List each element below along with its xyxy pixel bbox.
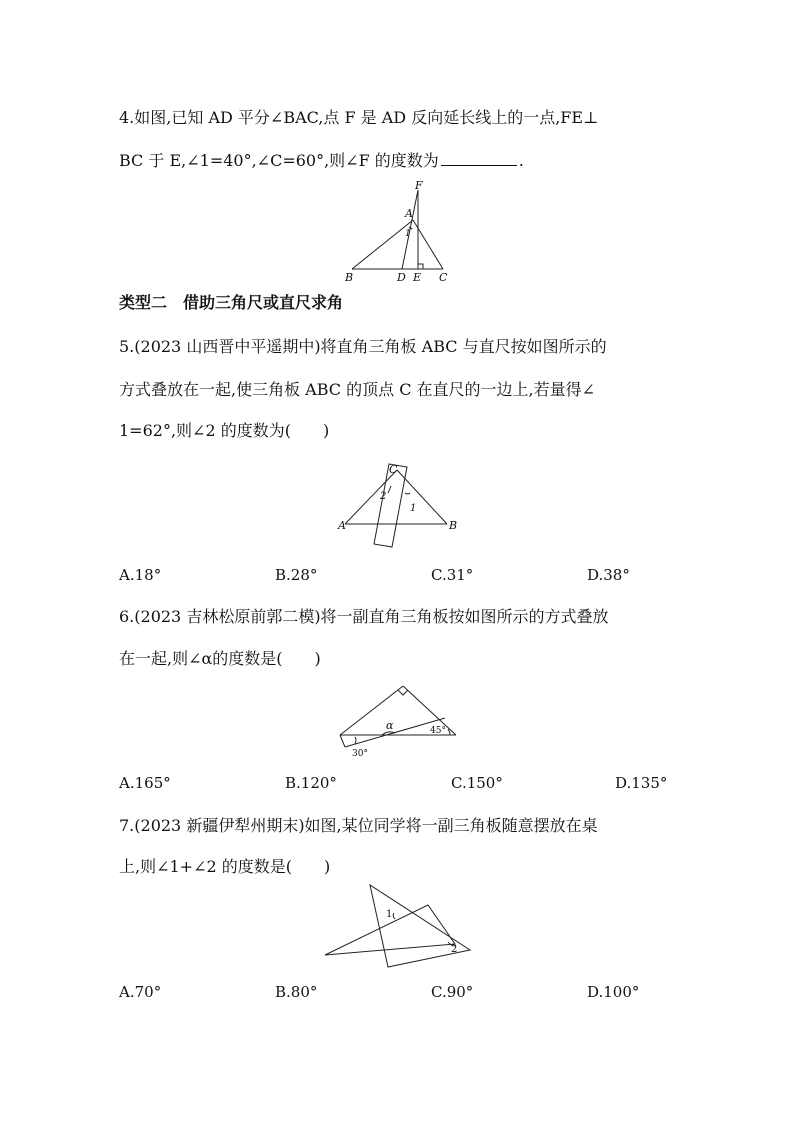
q5-text-line2: 方式叠放在一起,使三角板 ABC 的顶点 C 在直尺的一边上,若量得∠ bbox=[119, 380, 596, 399]
q5-text-line3: 1=62°,则∠2 的度数为( ) bbox=[119, 421, 330, 440]
q5-option-c[interactable]: C.31° bbox=[431, 566, 474, 584]
q7-option-c[interactable]: C.90° bbox=[431, 983, 474, 1001]
q4-label-c: C bbox=[439, 271, 448, 284]
q7-angle1-arc bbox=[393, 913, 395, 919]
q5-angle1-arc bbox=[405, 493, 410, 494]
q5-option-a[interactable]: A.18° bbox=[119, 566, 162, 584]
q6-text-line1: 6.(2023 吉林松原前郭二模)将一副直角三角板按如图所示的方式叠放 bbox=[119, 607, 609, 626]
q7-figure bbox=[320, 880, 475, 970]
q7-option-b[interactable]: B.80° bbox=[275, 983, 318, 1001]
q6-45-arc bbox=[448, 729, 450, 735]
q4-text-line1: 4.如图,已知 AD 平分∠BAC,点 F 是 AD 反向延长线上的一点,FE⊥ bbox=[119, 108, 599, 127]
q6-30-arc bbox=[355, 737, 356, 744]
q4-answer-blank[interactable] bbox=[441, 151, 517, 166]
q6-option-a[interactable]: A.165° bbox=[119, 774, 171, 792]
q6-option-c[interactable]: C.150° bbox=[451, 774, 503, 792]
q4-text-line2b: . bbox=[518, 151, 524, 170]
q4-right-angle-mark bbox=[418, 264, 423, 269]
q4-label-1: 1 bbox=[405, 229, 411, 239]
q4-label-d: D bbox=[397, 271, 406, 284]
section-heading-type2: 类型二 借助三角尺或直尺求角 bbox=[119, 293, 344, 312]
q6-option-d[interactable]: D.135° bbox=[615, 774, 668, 792]
q7-label-1: 1 bbox=[386, 909, 393, 920]
q4-label-f: F bbox=[415, 179, 423, 192]
q5-label-1: 1 bbox=[410, 503, 417, 514]
q5-figure bbox=[335, 455, 465, 555]
q5-side-cb bbox=[397, 470, 447, 524]
q5-label-b: B bbox=[449, 519, 458, 532]
q4-label-a: A bbox=[405, 207, 413, 220]
q7-text-line1: 7.(2023 新疆伊犁州期末)如图,某位同学将一副三角板随意摆放在桌 bbox=[119, 816, 598, 835]
q4-label-b: B bbox=[345, 271, 354, 284]
q5-text-line1: 5.(2023 山西晋中平遥期中)将直角三角板 ABC 与直尺按如图所示的 bbox=[119, 337, 607, 356]
q5-option-d[interactable]: D.38° bbox=[587, 566, 630, 584]
q5-label-2: 2 bbox=[380, 491, 387, 502]
q4-text-line2 bbox=[119, 151, 524, 171]
q6-big-triangle-left bbox=[340, 686, 403, 735]
q6-label-45: 45° bbox=[430, 726, 446, 736]
q6-label-alpha: α bbox=[386, 719, 394, 732]
q4-label-e: E bbox=[413, 271, 422, 284]
q7-label-2: 2 bbox=[451, 944, 458, 955]
q5-label-a: A bbox=[338, 519, 346, 532]
q6-small-triangle-left bbox=[340, 735, 345, 747]
q7-option-d[interactable]: D.100° bbox=[587, 983, 640, 1001]
q7-option-a[interactable]: A.70° bbox=[119, 983, 162, 1001]
q5-label-c: C bbox=[389, 463, 398, 476]
q4-figure bbox=[340, 178, 460, 288]
q7-text-line2: 上,则∠1+∠2 的度数是( ) bbox=[119, 857, 331, 876]
q6-option-b[interactable]: B.120° bbox=[285, 774, 337, 792]
q6-text-line2: 在一起,则∠α的度数是( ) bbox=[119, 649, 321, 668]
q6-figure bbox=[335, 680, 465, 765]
q6-label-30: 30° bbox=[352, 749, 368, 759]
q6-right-angle-mark bbox=[398, 690, 408, 695]
q4-text-line2a: BC 于 E,∠1=40°,∠C=60°,则∠F 的度数为 bbox=[119, 151, 439, 170]
q5-option-b[interactable]: B.28° bbox=[275, 566, 318, 584]
